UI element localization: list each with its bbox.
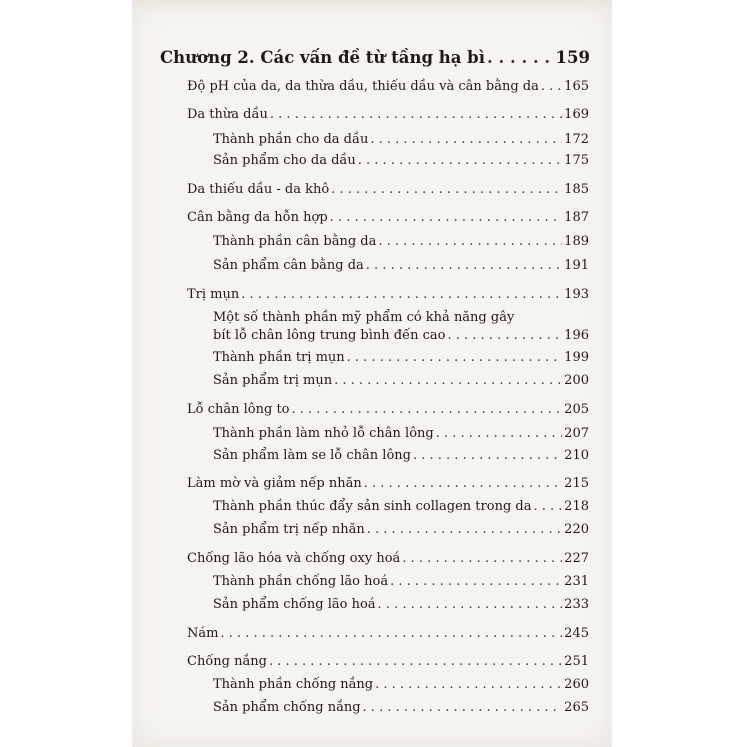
- entry-title: Lỗ chân lông to: [187, 402, 290, 417]
- toc-subentry: [213, 426, 589, 442]
- toc-subentry: [213, 132, 589, 148]
- leader-dots: [358, 153, 562, 169]
- leader-dots: [533, 499, 562, 515]
- leader-dots: [330, 210, 563, 226]
- entry-page-number: 210: [564, 448, 589, 463]
- chapter-title: Chương 2. Các vấn đề từ tầng hạ bì: [160, 48, 485, 67]
- leader-dots: [269, 654, 562, 670]
- entry-title: Chống lão hóa và chống oxy hoá: [187, 551, 401, 566]
- toc-entry: [187, 79, 589, 95]
- toc-subentry: [213, 499, 589, 515]
- entry-page-number: 175: [564, 153, 589, 168]
- entry-page-number: 191: [564, 258, 589, 273]
- entry-title: Thành phần chống lão hoá: [213, 574, 389, 589]
- entry-title: Sản phẩm cho da dầu: [213, 153, 356, 168]
- entry-page-number: 193: [564, 287, 589, 302]
- leader-dots: [413, 448, 562, 464]
- leader-dots: [367, 522, 562, 538]
- toc-chapter-heading: [160, 48, 590, 68]
- entry-page-number: 205: [564, 402, 589, 417]
- toc-entry: [187, 654, 589, 670]
- toc-subentry: [213, 373, 589, 389]
- entry-title: Da thừa dầu: [187, 107, 268, 122]
- entry-page-number: 265: [564, 700, 589, 715]
- leader-dots: [378, 597, 563, 613]
- leader-dots: [370, 132, 562, 148]
- entry-title: Cân bằng da hỗn hợp: [187, 210, 328, 225]
- toc-subentry: [213, 522, 589, 538]
- entry-page-number: 260: [564, 677, 589, 692]
- entry-page-number: 172: [564, 132, 589, 147]
- leader-dots: [375, 677, 562, 693]
- entry-title: bít lỗ chân lông trung bình đến cao: [213, 328, 446, 343]
- leader-dots: [541, 79, 562, 95]
- leader-dots: [220, 626, 562, 642]
- entry-title: Sản phẩm chống nắng: [213, 700, 361, 715]
- entry-page-number: 233: [564, 597, 589, 612]
- entry-page-number: 245: [564, 626, 589, 641]
- entry-title: Trị mụn: [187, 287, 240, 302]
- entry-title: Thành phần làm nhỏ lỗ chân lông: [213, 426, 434, 441]
- entry-title: Sản phẩm làm se lỗ chân lông: [213, 448, 411, 463]
- toc-subentry: [213, 234, 589, 250]
- entry-page-number: 169: [564, 107, 589, 122]
- chapter-page-number: 159: [555, 48, 590, 67]
- entry-page-number: 218: [564, 499, 589, 514]
- entry-title: Thành phần cân bằng da: [213, 234, 377, 249]
- toc-subentry: [213, 597, 589, 613]
- leader-dots: [241, 287, 562, 303]
- entry-title: Sản phẩm trị mụn: [213, 373, 333, 388]
- toc-subentry: [213, 328, 589, 344]
- toc-entry: [187, 626, 589, 642]
- entry-title: Độ pH của da, da thừa dầu, thiếu dầu và cân bằng da: [187, 79, 539, 94]
- leader-dots: [364, 476, 562, 492]
- leader-dots: [270, 107, 562, 123]
- entry-page-number: 185: [564, 182, 589, 197]
- entry-page-number: 199: [564, 350, 589, 365]
- toc-entry: [187, 476, 589, 492]
- leader-dots: [402, 551, 562, 567]
- entry-page-number: 196: [564, 328, 589, 343]
- toc-entry: [187, 402, 589, 418]
- leader-dots: [447, 328, 562, 344]
- entry-title: Sản phẩm chống lão hoá: [213, 597, 376, 612]
- leader-dots: [347, 350, 563, 366]
- entry-page-number: 227: [564, 551, 589, 566]
- leader-dots: [363, 700, 563, 716]
- toc-subentry: [213, 677, 589, 693]
- toc-entry: [187, 210, 589, 226]
- entry-page-number: 220: [564, 522, 589, 537]
- entry-page-number: 200: [564, 373, 589, 388]
- leader-dots: [331, 182, 562, 198]
- entry-title: Thành phần chống nắng: [213, 677, 374, 692]
- entry-title: Thành phần trị mụn: [213, 350, 345, 365]
- toc-subentry: [213, 153, 589, 169]
- entry-title: Chống nắng: [187, 654, 267, 669]
- entry-title: Sản phẩm cân bằng da: [213, 258, 364, 273]
- toc-subentry: [213, 700, 589, 716]
- leader-dots: [390, 574, 562, 590]
- entry-title: Làm mờ và giảm nếp nhăn: [187, 476, 362, 491]
- entry-title: Thành phần thúc đẩy sản sinh collagen trong da: [213, 499, 532, 514]
- leader-dots: [436, 426, 562, 442]
- toc-entry: [187, 182, 589, 198]
- entry-page-number: 231: [564, 574, 589, 589]
- leader-dots: [292, 402, 563, 418]
- toc-subentry: [213, 258, 589, 274]
- entry-title: Nám: [187, 626, 219, 641]
- entry-page-number: 187: [564, 210, 589, 225]
- toc-entry: [187, 551, 589, 567]
- leader-dots: [487, 48, 554, 68]
- entry-page-number: 207: [564, 426, 589, 441]
- entry-title: Sản phẩm trị nếp nhăn: [213, 522, 365, 537]
- entry-title: Thành phần cho da dầu: [213, 132, 369, 147]
- entry-page-number: 189: [564, 234, 589, 249]
- entry-title-first-line: Một số thành phần mỹ phẩm có khả năng gây: [213, 310, 515, 325]
- entry-page-number: 165: [564, 79, 589, 94]
- entry-page-number: 215: [564, 476, 589, 491]
- toc-subentry: [213, 350, 589, 366]
- toc-subentry: [213, 574, 589, 590]
- toc-entry: [187, 287, 589, 303]
- toc-entry: [187, 107, 589, 123]
- entry-title: Da thiếu dầu - da khô: [187, 182, 330, 197]
- entry-page-number: 251: [564, 654, 589, 669]
- toc-subentry: [213, 448, 589, 464]
- leader-dots: [378, 234, 562, 250]
- leader-dots: [334, 373, 562, 389]
- leader-dots: [366, 258, 562, 274]
